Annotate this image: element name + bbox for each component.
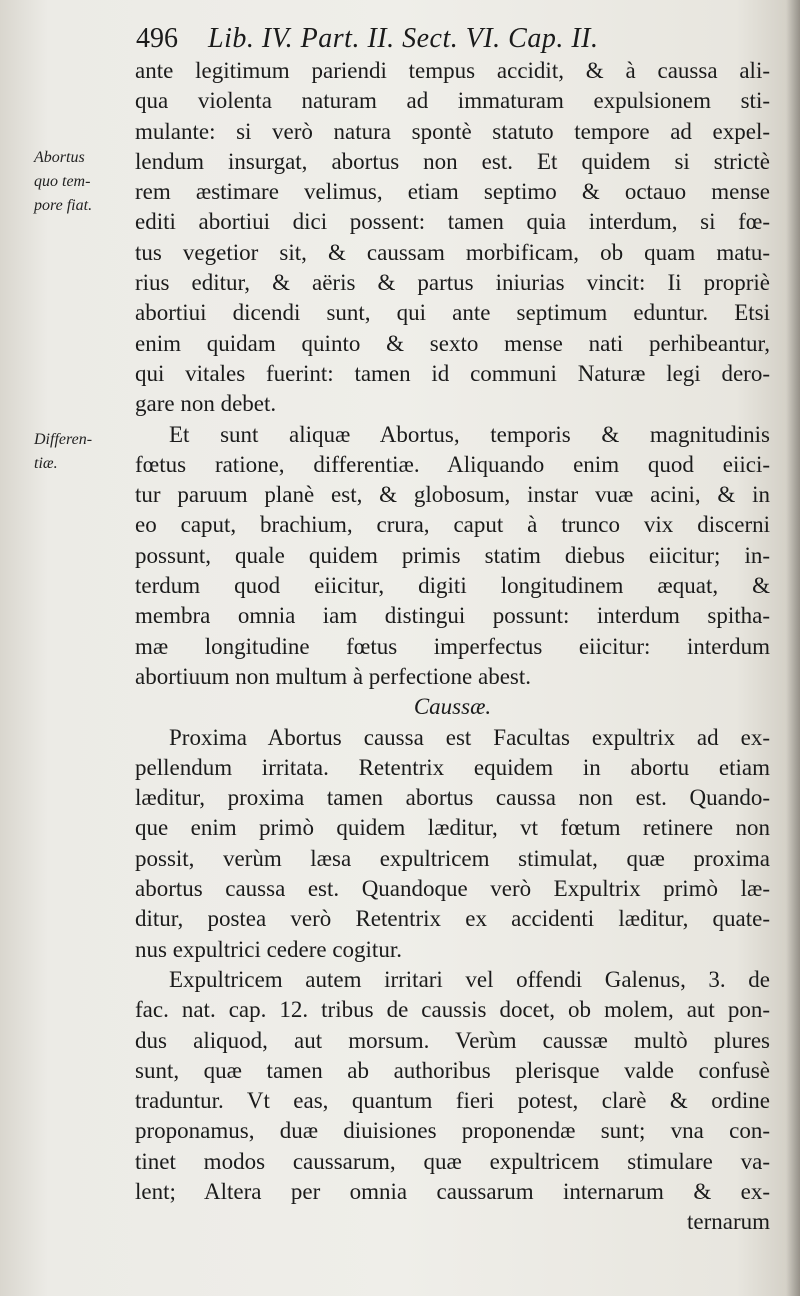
margin-note-line: tiæ.	[34, 455, 58, 472]
text-line: lendum insurgat, abortus non est. Et quidem si strictè	[135, 148, 770, 174]
text-line: rius editur, & aëris & partus iniurias vincit: Ii propriè	[135, 270, 770, 296]
text-line: mulante: si verò natura spontè statuto tempore ad expel-	[135, 118, 770, 144]
text-line: terdum quod eiicitur, digiti longitudinem æquat, &	[135, 573, 770, 599]
text-line: possit, verùm læsa expultricem stimulat, quæ proxima	[135, 845, 770, 871]
text-line: eo caput, brachium, crura, caput à trunco vix discerni	[135, 512, 770, 538]
text-line: fœtus ratione, differentiæ. Aliquando enim quod eiici-	[135, 451, 770, 477]
text-line: mæ longitudine fœtus imperfectus eiicitur: interdum	[135, 633, 770, 659]
text-line: que enim primò quidem læditur, vt fœtum retinere non	[135, 815, 770, 841]
margin-note-line: pore fiat.	[34, 197, 93, 214]
page-edge-shadow	[786, 0, 800, 1296]
margin-note-line: Differen-	[34, 431, 93, 448]
body-text	[135, 56, 770, 1238]
text-line: qui vitales fuerint: tamen id communi Naturæ legi dero-	[135, 360, 770, 386]
text-line: editi abortiui dici possent: tamen quia interdum, si fœ-	[135, 209, 770, 235]
text-line: sunt, quæ tamen ab authoribus plerisque valde confusè	[135, 1057, 770, 1083]
text-line: lent; Altera per omnia caussarum internarum & ex-	[135, 1178, 770, 1204]
text-line: læditur, proxima tamen abortus caussa non est. Quando-	[135, 785, 770, 811]
text-line: membra omnia iam distingui possunt: interdum spitha-	[135, 603, 770, 629]
margin-note-abortus	[34, 146, 130, 218]
margin-note-line: quo tem-	[34, 173, 91, 190]
text-line: nus expultrici cedere cogitur.	[135, 936, 402, 962]
section-heading: Caussæ.	[413, 694, 492, 720]
margin-note-line: Abortus	[34, 149, 85, 166]
text-line: qua violenta naturam ad immaturam expulsionem sti-	[135, 88, 770, 114]
text-line: Et sunt aliquæ Abortus, temporis & magnitudinis	[169, 421, 770, 447]
text-line: tinet modos caussarum, quæ expultricem stimulare va-	[135, 1148, 770, 1174]
text-line: proponamus, duæ diuisiones proponendæ sunt; vna con-	[135, 1118, 770, 1144]
text-line: abortus caussa est. Quandoque verò Expultrix primò læ-	[135, 876, 770, 902]
text-line: traduntur. Vt eas, quantum fieri potest, clarè & ordine	[135, 1088, 770, 1114]
text-line: ditur, postea verò Retentrix ex accidenti læditur, quate-	[135, 906, 770, 932]
text-line: tur paruum planè est, & globosum, instar vuæ acini, & in	[135, 482, 770, 508]
page-number: 496	[136, 23, 178, 54]
text-line: abortiuum non multum à perfectione abest.	[135, 663, 531, 689]
text-line: fac. nat. cap. 12. tribus de caussis docet, ob molem, aut pon-	[135, 997, 770, 1023]
text-line: gare non debet.	[135, 391, 277, 417]
text-line: Expultricem autem irritari vel offendi Galenus, 3. de	[169, 966, 770, 992]
text-line: pellendum irritata. Retentrix equidem in abortu etiam	[135, 754, 770, 780]
text-line: rem æstimare velimus, etiam septimo & octauo mense	[135, 179, 770, 205]
text-line: ante legitimum pariendi tempus accidit, & à caussa ali-	[135, 58, 770, 83]
text-line: abortiui dicendi sunt, qui ante septimum eduntur. Etsi	[135, 300, 770, 326]
text-line: tus vegetior sit, & caussam morbificam, ob quam matu-	[135, 239, 770, 265]
running-title: Lib. IV. Part. II. Sect. VI. Cap. II.	[208, 23, 599, 54]
text-line: enim quidam quinto & sexto mense nati perhibeantur,	[135, 330, 770, 356]
text-line: dus aliquod, aut morsum. Verùm caussæ multò plures	[135, 1027, 770, 1053]
text-line: possunt, quale quidem primis statim diebus eiicitur; in-	[135, 542, 770, 568]
running-head	[136, 18, 736, 58]
text-line: Proxima Abortus caussa est Facultas expultrix ad ex-	[169, 724, 770, 750]
margin-note-differentiae	[34, 428, 130, 476]
catchword: ternarum	[686, 1209, 770, 1235]
